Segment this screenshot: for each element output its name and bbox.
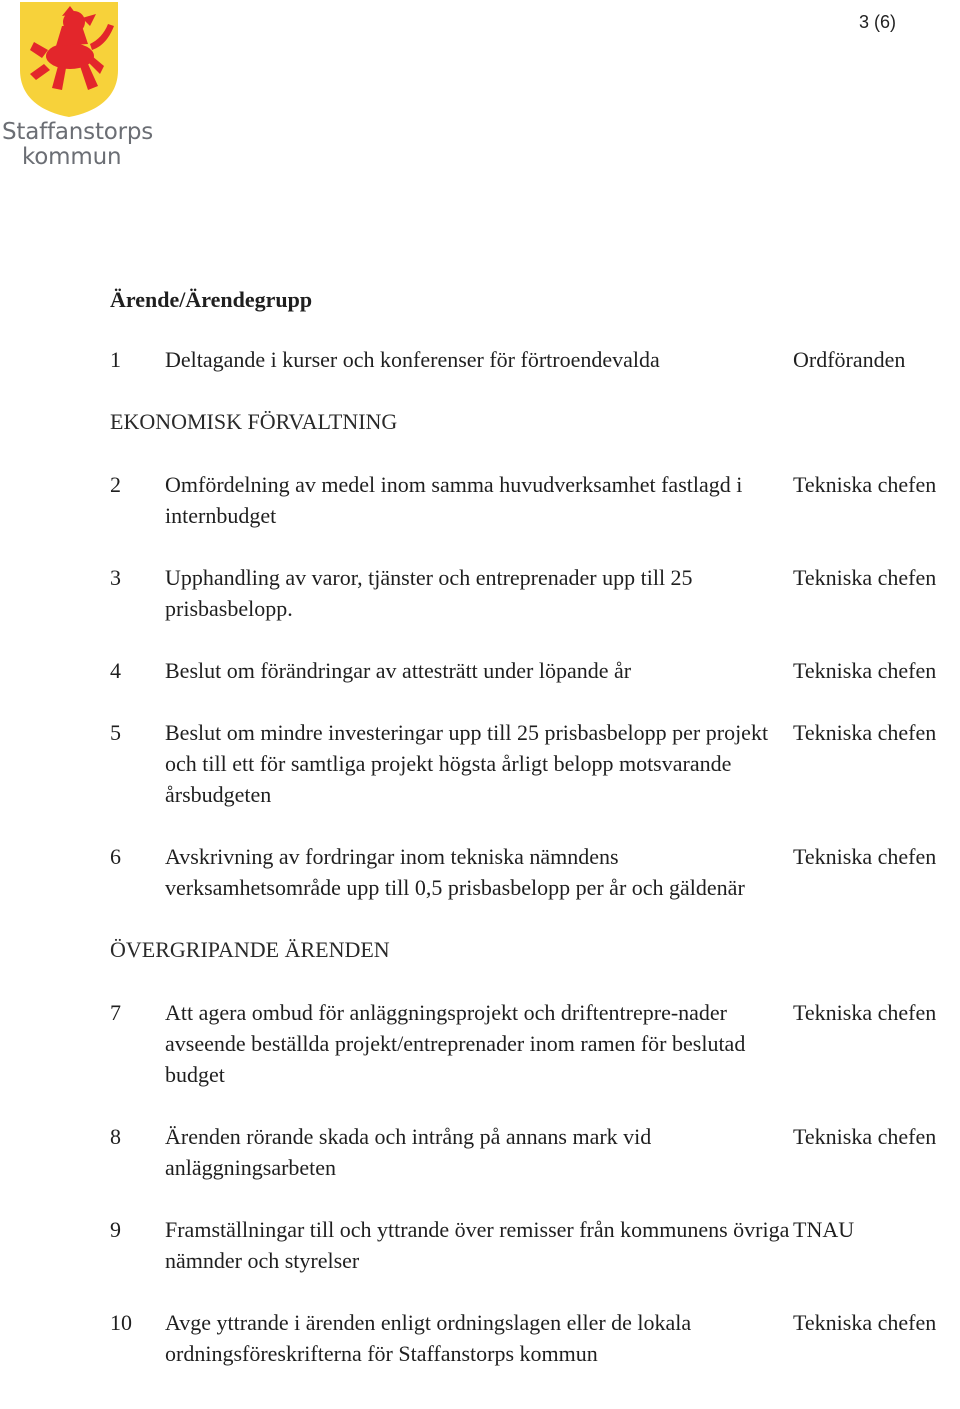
item-description: Deltagande i kurser och konferenser för förtroendevalda bbox=[165, 347, 660, 372]
list-heading: Ärende/Ärendegrupp bbox=[110, 287, 313, 312]
list-item bbox=[110, 1214, 960, 1276]
page-number: 3 (6) bbox=[858, 12, 896, 32]
logo-text-line2: kommun bbox=[22, 144, 122, 170]
section-heading-ekonomisk: EKONOMISK FÖRVALTNING bbox=[110, 409, 398, 434]
section-heading-overgripande: ÖVERGRIPANDE ÄRENDEN bbox=[110, 937, 390, 962]
logo-text-line1: Staffanstorps bbox=[2, 119, 154, 145]
item-description: Upphandling av varor, tjänster och entreprenader upp till 25 prisbasbelopp. bbox=[165, 565, 693, 621]
list-item bbox=[110, 344, 960, 375]
item-number: 7 bbox=[110, 1000, 121, 1025]
list-item bbox=[110, 1121, 960, 1183]
item-number: 5 bbox=[110, 720, 121, 745]
list-item bbox=[110, 841, 960, 903]
item-responsible: TNAU bbox=[793, 1217, 855, 1242]
item-number: 3 bbox=[110, 565, 121, 590]
item-description: Beslut om förändringar av attesträtt under löpande år bbox=[165, 658, 632, 683]
item-responsible: Tekniska chefen bbox=[793, 565, 937, 590]
coat-of-arms-icon bbox=[18, 0, 120, 118]
item-description: Avskrivning av fordringar inom tekniska nämndens verksamhetsområde upp till 0,5 prisbasbelopp per år och gäldenär bbox=[165, 844, 745, 900]
item-description: Omfördelning av medel inom samma huvudverksamhet fastlagd i internbudget bbox=[165, 472, 743, 528]
item-number: 2 bbox=[110, 472, 121, 497]
item-description: Beslut om mindre investeringar upp till 25 prisbasbelopp per projekt och till ett för samtliga projekt högsta årligt belopp motsvarande årsbudgeten bbox=[165, 720, 769, 807]
item-responsible: Tekniska chefen bbox=[793, 1000, 937, 1025]
list-item bbox=[110, 717, 960, 810]
item-number: 6 bbox=[110, 844, 121, 869]
item-number: 8 bbox=[110, 1124, 121, 1149]
item-responsible: Ordföranden bbox=[793, 347, 906, 372]
item-number: 10 bbox=[110, 1310, 132, 1335]
item-description: Ärenden rörande skada och intrång på annans mark vid anläggningsarbeten bbox=[165, 1124, 652, 1180]
delegation-list bbox=[110, 282, 960, 1400]
list-item bbox=[110, 997, 960, 1090]
list-item bbox=[110, 562, 960, 624]
list-item bbox=[110, 469, 960, 531]
logo-text bbox=[2, 120, 153, 170]
item-description: Avge yttrande i ärenden enligt ordningslagen eller de lokala ordningsföreskrifterna för Staffanstorps kommun bbox=[165, 1310, 692, 1366]
item-description: Framställningar till och yttrande över remisser från kommunens övriga nämnder och styrelser bbox=[165, 1217, 790, 1273]
list-item bbox=[110, 655, 960, 686]
municipality-logo bbox=[0, 0, 154, 175]
item-responsible: Tekniska chefen bbox=[793, 1310, 937, 1335]
item-number: 9 bbox=[110, 1217, 121, 1242]
item-responsible: Tekniska chefen bbox=[793, 844, 937, 869]
item-responsible: Tekniska chefen bbox=[793, 720, 937, 745]
item-responsible: Tekniska chefen bbox=[793, 658, 937, 683]
item-responsible: Tekniska chefen bbox=[793, 1124, 937, 1149]
list-item bbox=[110, 1307, 960, 1369]
item-number: 4 bbox=[110, 658, 121, 683]
item-description: Att agera ombud för anläggningsprojekt och driftentrepre-nader avseende beställda projekt/entreprenader inom ramen för beslutad budget bbox=[165, 1000, 746, 1087]
item-responsible: Tekniska chefen bbox=[793, 472, 937, 497]
item-number: 1 bbox=[110, 347, 121, 372]
